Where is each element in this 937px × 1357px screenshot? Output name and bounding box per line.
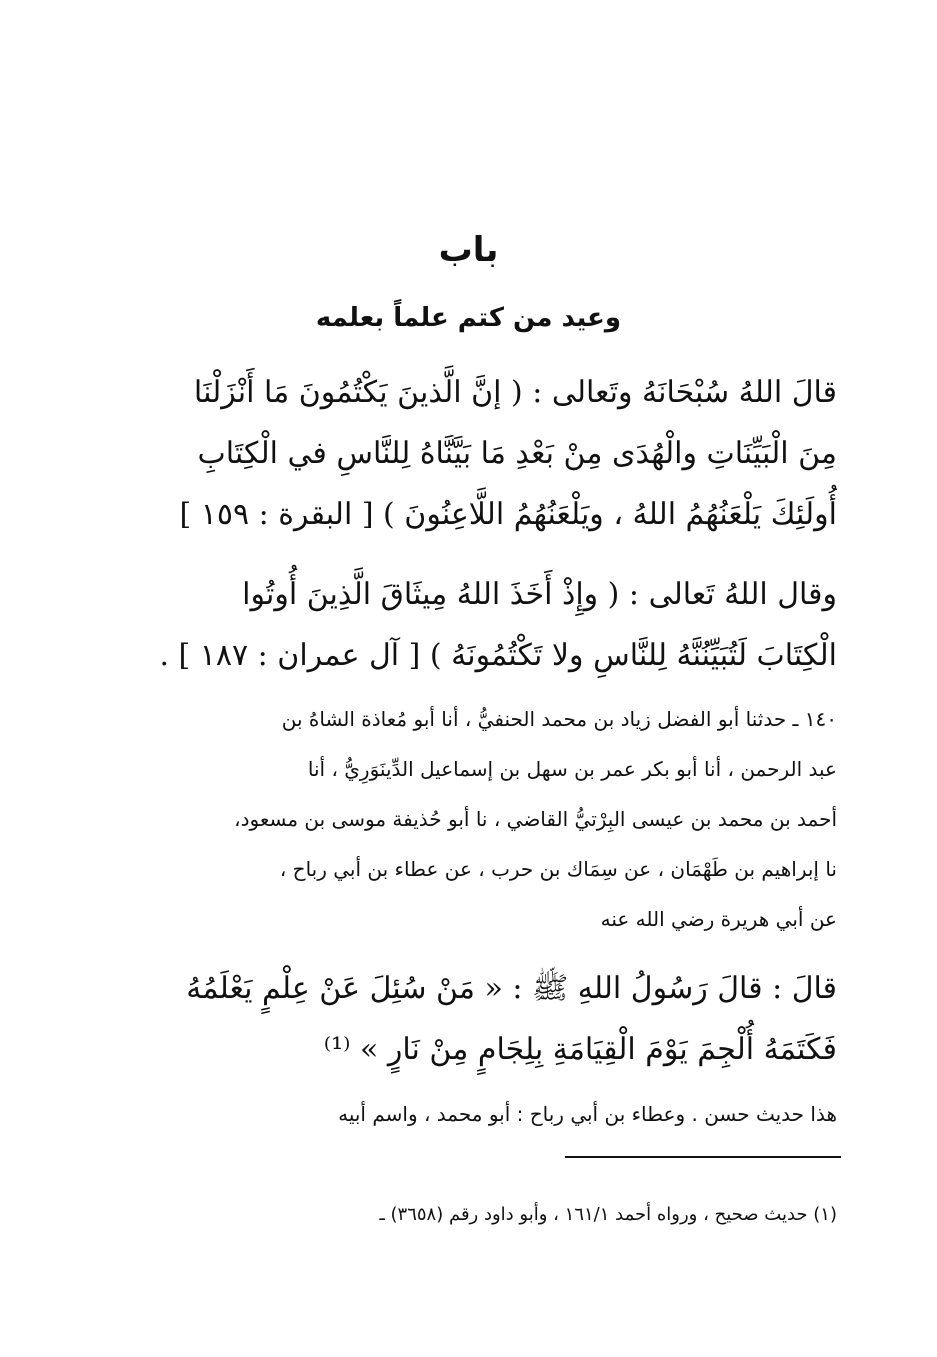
quran-citation-2: [95, 564, 837, 686]
chapter-subtitle: وعيد من كتم علماً بعلمه: [315, 303, 622, 333]
text-line: عن أبي هريرة رضي الله عنه: [600, 907, 837, 931]
quran-citation-1: [95, 362, 837, 545]
footnote: (١) حديث صحيح ، ورواه أحمد ١٦١/١ ، وأبو داود رقم (٣٦٥٨) ـ: [379, 1204, 837, 1225]
hadith-text: [95, 958, 837, 1080]
commentary: [95, 1094, 837, 1134]
text-line: فَكَتَمَهُ أُلْجِمَ يَوْمَ الْقِيَامَةِ بِلِجَامٍ مِنْ نَارٍ » ⁽¹⁾: [323, 1032, 837, 1067]
text-line: هذا حديث حسن . وعطاء بن أبي رباح : أبو محمد ، واسم أبيه: [338, 1102, 837, 1126]
footnote-divider: [565, 1156, 841, 1158]
hadith-isnad: [95, 694, 837, 944]
text-line: مِنَ الْبَيِّنَاتِ والْهُدَى مِنْ بَعْدِ مَا بَيَّنَّاهُ لِلنَّاسِ في الْكِتَابِ: [197, 436, 837, 471]
text-line: قالَ : قالَ رَسُولُ اللهِ ﷺ : « مَنْ سُئِلَ عَنْ عِلْمٍ يَعْلَمُهُ: [186, 971, 837, 1006]
text-line: قالَ اللهُ سُبْحَانَهُ وتَعالى : ( إنَّ الَّذينَ يَكْتُمُونَ مَا أَنْزَلْنَا: [193, 375, 837, 410]
chapter-title: باب: [438, 230, 499, 270]
text-line: نا إبراهيم بن طَهْمَان ، عن سِمَاك بن حرب ، عن عطاء بن أبي رباح ،: [279, 857, 837, 881]
text-line: عبد الرحمن ، أنا أبو بكر عمر بن سهل بن إسماعيل الدِّينَوَرِيُّ ، أنا: [307, 757, 837, 781]
text-line: وقال اللهُ تَعالى : ( وإِذْ أَخَذَ اللهُ مِيثَاقَ الَّذِينَ أُوتُوا: [242, 577, 837, 612]
text-line: الْكِتَابَ لَتُبَيِّنُنَّهُ لِلنَّاسِ ولا تَكْتُمُونَهُ ) [ آل عمران : ١٨٧ ] .: [159, 638, 837, 673]
text-line: أحمد بن محمد بن عيسى البِرْتيُّ القاضي ، نا أبو حُذيفة موسى بن مسعود،: [234, 807, 837, 831]
text-line: ١٤٠ ـ حدثنا أبو الفضل زياد بن محمد الحنفيُّ ، أنا أبو مُعاذة الشاهُ بن: [281, 707, 837, 731]
text-line: أُولَئِكَ يَلْعَنُهُمُ اللهُ ، ويَلْعَنُهُمُ اللَّاعِنُونَ ) [ البقرة : ١٥٩ ]: [179, 497, 837, 532]
